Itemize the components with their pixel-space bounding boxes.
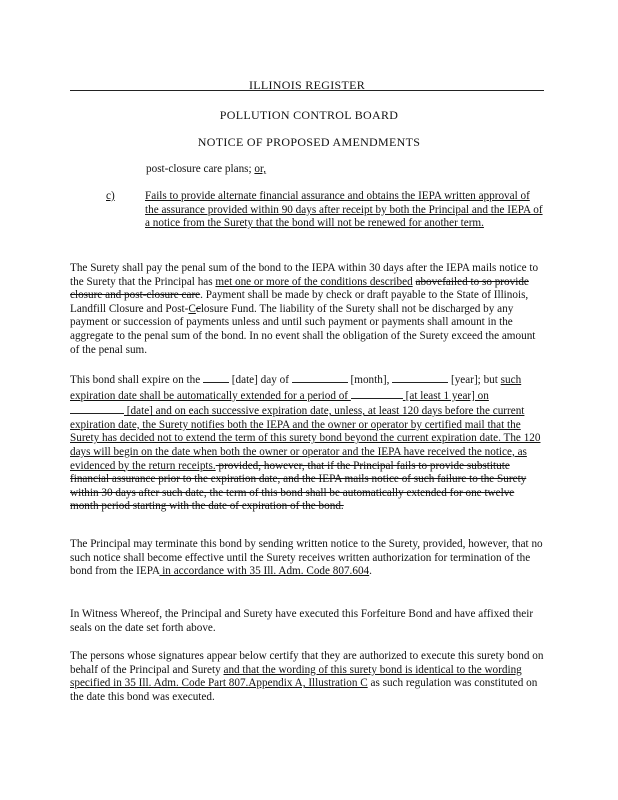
expiration-text-3: [month], bbox=[347, 374, 393, 386]
termination-text-1: The Principal may terminate this bond by sending written notice to the Surety, provided, however, that no such notice shall become effective until the Surety receives written authorization for termination of the bond from the IEPA bbox=[70, 538, 543, 578]
notice-title: NOTICE OF PROPOSED AMENDMENTS bbox=[197, 135, 421, 149]
register-title: ILLINOIS REGISTER bbox=[248, 78, 366, 92]
register-header bbox=[70, 80, 544, 91]
item-b-continuation bbox=[146, 163, 546, 177]
payment-text-3: losure Fund. The liability of the Surety shall not be discharged by any payment or succession of payments unless and until such payment or payments shall amount in the aggregate to the penal sum of the bond. In no event shall the obligation of the Surety exceed the amount of the penal sum. bbox=[70, 302, 536, 356]
termination-text-2: . bbox=[369, 565, 372, 578]
item-c-label: c) bbox=[106, 190, 115, 202]
month-blank bbox=[292, 372, 348, 383]
termination-insert-1: in accordance with 35 Ill. Adm. Code 807.604 bbox=[159, 565, 370, 578]
witness-text: In Witness Whereof, the Principal and Surety have executed this Forfeiture Bond and have affixed their seals on the date set forth above. bbox=[70, 608, 534, 634]
expiration-text-1: This bond shall expire on the bbox=[70, 374, 203, 386]
expiration-delete-1: provided, however, that if the Principal fails to provide substitute financial assurance prior to the expiration date, and the IEPA mails notice of such failure to the Surety within 30 days after such date, the term of this bond shall be automatically extended for one twelve month period starting with the date of expiration of the bond. bbox=[70, 459, 527, 513]
payment-text-2: . Payment shall be made by check or draft payable to the State of Illinois, Landfill Closure and Post- bbox=[70, 289, 529, 315]
expiration-insert-2: [at least 1 year] on bbox=[402, 389, 489, 402]
extension-date-blank bbox=[70, 403, 124, 414]
payment-delete-1: above bbox=[415, 275, 443, 288]
paragraph-payment bbox=[70, 262, 544, 357]
signatures-text-1: The persons whose signatures appear below certify that they are authorized to execute this surety bond on behalf of the Principal and Surety bbox=[70, 650, 544, 676]
board-title: POLLUTION CONTROL BOARD bbox=[219, 108, 399, 122]
payment-delete-2: failed to so provide closure and post-closure care bbox=[70, 275, 529, 302]
expiration-insert-3: [date] and on each successive expiration date, unless, at least 120 days before the current expiration date, the Surety notifies both the IEPA and the owner or operator by certified mail that the Surety has decided not to extend the term of this surety bond beyond the current expiration date. The 120 days will begin on the date when both the owner or operator and the IEPA have received the notice, as evidenced by the return receipts. bbox=[70, 405, 541, 472]
expiration-text-4: [year]; but bbox=[448, 374, 501, 386]
expiration-text-2: [date] day of bbox=[228, 374, 292, 386]
item-b-text: post-closure care plans; bbox=[146, 163, 255, 175]
item-c-text: Fails to provide alternate financial assurance and obtains the IEPA written approval of the assurance provided within 90 days after receipt by both the Principal and the IEPA of a notice from the Surety that the bond will not be renewed for another term. bbox=[145, 190, 543, 230]
paragraph-witness bbox=[70, 608, 544, 635]
signatures-insert-1: and that the wording of this surety bond is identical to the wording specified in 35 Ill. Adm. Code Part 807.Appendix A, Illustration C bbox=[70, 663, 522, 690]
paragraph-signatures bbox=[70, 650, 544, 704]
item-b-insert-or: or, bbox=[254, 163, 267, 175]
payment-text-1: The Surety shall pay the penal sum of the bond to the IEPA within 30 days after the IEPA mails notice to the Surety that the Principal has bbox=[70, 262, 539, 288]
payment-insert-1: met one or more of the conditions described bbox=[215, 275, 413, 288]
extension-period-blank bbox=[351, 388, 403, 399]
payment-delete-3: c bbox=[195, 302, 201, 315]
expiration-insert-1: such expiration date shall be automatically extended for a period of bbox=[70, 374, 522, 402]
year-blank bbox=[392, 372, 448, 383]
date-blank bbox=[203, 372, 229, 383]
paragraph-expiration bbox=[70, 372, 544, 514]
payment-insert-2: C bbox=[188, 302, 196, 315]
paragraph-termination bbox=[70, 538, 544, 579]
signatures-text-2: as such regulation was constituted on the date this bond was executed. bbox=[70, 677, 538, 703]
